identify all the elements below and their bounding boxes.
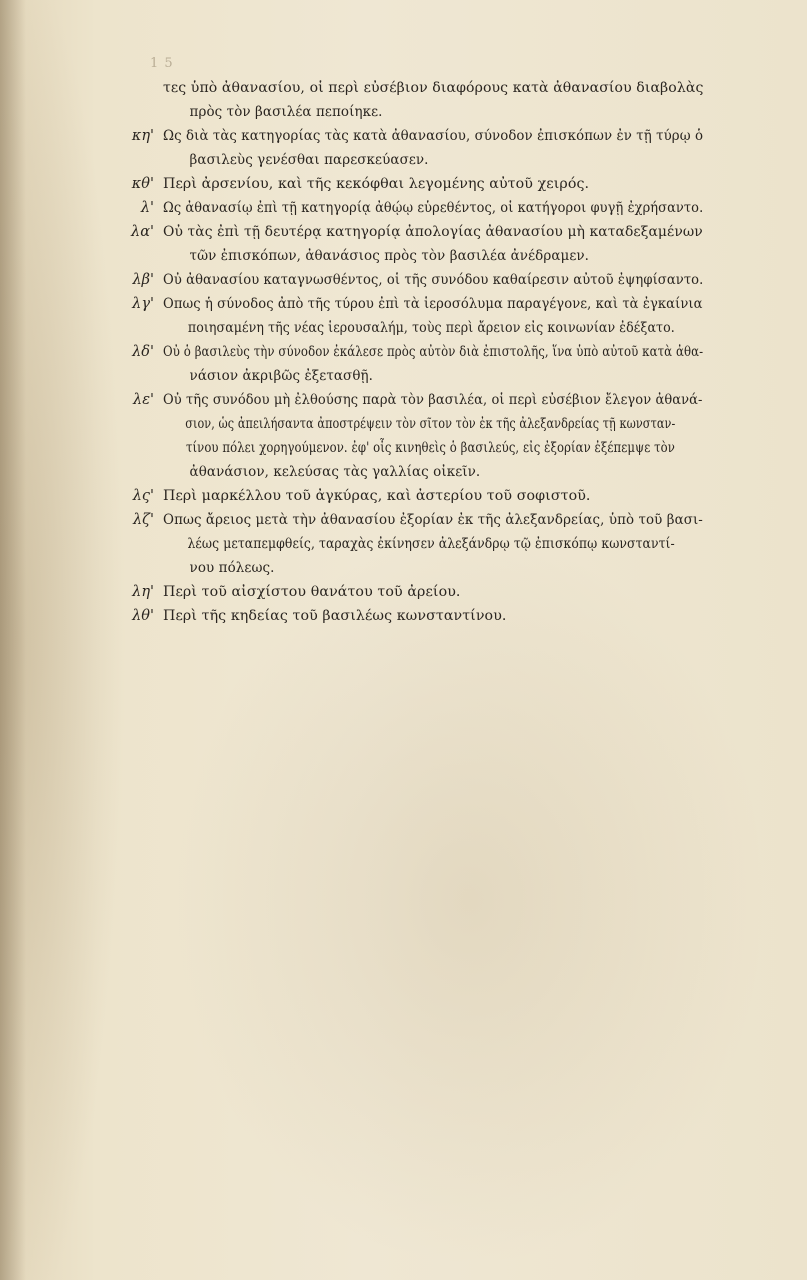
summary-line: λέως μεταπεμφθείς, ταραχὰς ἐκίνησεν ἀλεξάνδρῳ τῷ ἐπισκόπῳ κωνσταντί- bbox=[187, 536, 675, 552]
summary-line: Περὶ μαρκέλλου τοῦ ἀγκύρας, καὶ ἀστερίου τοῦ σοφιστοῦ. bbox=[163, 488, 591, 504]
summary-line: νου πόλεως. bbox=[189, 560, 275, 576]
summary-line: Οὐ ἀθανασίου καταγνωσθέντος, οἱ τῆς συνόδου καθαίρεσιν αὐτοῦ ἐψηφίσαντο. bbox=[163, 272, 704, 288]
chapter-entry bbox=[0, 268, 807, 292]
chapter-summary bbox=[163, 292, 703, 340]
chapter-number: λε' bbox=[133, 392, 154, 408]
chapter-summary bbox=[163, 508, 703, 580]
chapter-summary bbox=[163, 220, 703, 268]
chapter-number: λς' bbox=[132, 488, 154, 504]
chapter-entry bbox=[0, 196, 807, 220]
chapter-entry bbox=[0, 580, 807, 604]
chapter-number: λδ' bbox=[132, 344, 154, 360]
chapter-entry bbox=[0, 220, 807, 268]
chapter-number: λ' bbox=[140, 200, 154, 216]
chapter-summary bbox=[163, 172, 703, 196]
summary-line: Οὐ τῆς συνόδου μὴ ἐλθούσης παρὰ τὸν βασιλέα, οἱ περὶ εὐσέβιον ἔλεγον ἀθανά- bbox=[163, 392, 703, 408]
chapter-number: λη' bbox=[132, 584, 154, 600]
chapter-entry bbox=[0, 76, 807, 124]
chapter-number: κη' bbox=[131, 128, 154, 144]
chapter-entry bbox=[0, 388, 807, 484]
summary-line: Ως ἀθανασίῳ ἐπὶ τῇ κατηγορίᾳ ἀθῴῳ εὑρεθέντος, οἱ κατήγοροι φυγῇ ἐχρήσαντο. bbox=[163, 200, 704, 216]
chapter-summary bbox=[163, 580, 703, 604]
summary-line: Ως διὰ τὰς κατηγορίας τὰς κατὰ ἀθανασίου, σύνοδον ἐπισκόπων ἐν τῇ τύρῳ ὁ bbox=[163, 128, 704, 144]
summary-line: τες ὑπὸ ἀθανασίου, οἱ περὶ εὐσέβιον διαφόρους κατὰ ἀθανασίου διαβολὰς bbox=[163, 80, 704, 96]
folio-number: 1 5 bbox=[150, 56, 174, 71]
chapter-summary bbox=[163, 388, 703, 484]
summary-line: τίνου πόλει χορηγούμενον. ἐφ' οἷς κινηθεὶς ὁ βασιλεύς, εἰς ἐξορίαν ἐξέπεμψε τὸν bbox=[185, 440, 675, 456]
chapter-summary bbox=[163, 196, 703, 220]
chapter-summary bbox=[163, 76, 703, 124]
summary-line: Οπως ἄρειος μετὰ τὴν ἀθανασίου ἐξορίαν ἐκ τῆς ἀλεξανδρείας, ὑπὸ τοῦ βασι- bbox=[163, 512, 703, 528]
chapter-summary bbox=[163, 604, 703, 628]
summary-line: νάσιον ἀκριβῶς ἐξετασθῇ. bbox=[189, 368, 374, 384]
chapter-number: λα' bbox=[131, 224, 154, 240]
chapter-summary bbox=[163, 340, 703, 388]
chapter-entry bbox=[0, 484, 807, 508]
summary-line: τῶν ἐπισκόπων, ἀθανάσιος πρὸς τὸν βασιλέα ἀνέδραμεν. bbox=[189, 248, 590, 264]
summary-line: Περὶ τοῦ αἰσχίστου θανάτου τοῦ ἀρείου. bbox=[163, 584, 461, 600]
summary-line: Οὐ τὰς ἐπὶ τῇ δευτέρᾳ κατηγορίᾳ ἀπολογίας ἀθανασίου μὴ καταδεξαμένων bbox=[163, 224, 703, 240]
chapter-entry bbox=[0, 172, 807, 196]
chapter-summary bbox=[163, 124, 703, 172]
summary-line: Περὶ ἀρσενίου, καὶ τῆς κεκόφθαι λεγομένης αὐτοῦ χειρός. bbox=[163, 176, 590, 192]
summary-line: Οὐ ὁ βασιλεὺς τὴν σύνοδον ἐκάλεσε πρὸς αὐτὸν διὰ ἐπιστολῆς, ἵνα ὑπὸ αὐτοῦ κατὰ ἀθα- bbox=[163, 344, 704, 360]
summary-line: Οπως ἡ σύνοδος ἀπὸ τῆς τύρου ἐπὶ τὰ ἱεροσόλυμα παραγέγονε, καὶ τὰ ἐγκαίνια bbox=[163, 296, 703, 312]
chapter-number: λζ' bbox=[132, 512, 154, 528]
chapter-entry bbox=[0, 292, 807, 340]
chapter-number: κθ' bbox=[131, 176, 154, 192]
summary-line: βασιλεὺς γενέσθαι παρεσκεύασεν. bbox=[189, 152, 429, 168]
summary-line: ποιησαμένη τῆς νέας ἱερουσαλήμ, τοὺς περὶ ἄρειον εἰς κοινωνίαν ἐδέξατο. bbox=[187, 320, 675, 336]
summary-line: ἀθανάσιον, κελεύσας τὰς γαλλίας οἰκεῖν. bbox=[189, 464, 481, 480]
chapter-entry bbox=[0, 508, 807, 580]
summary-line: πρὸς τὸν βασιλέα πεποίηκε. bbox=[189, 104, 383, 120]
chapter-summary bbox=[163, 268, 703, 292]
summary-line: Περὶ τῆς κηδείας τοῦ βασιλέως κωνσταντίνου. bbox=[163, 608, 507, 624]
chapter-number: λγ' bbox=[132, 296, 154, 312]
chapter-summary bbox=[163, 484, 703, 508]
chapter-entry bbox=[0, 604, 807, 628]
chapter-entry bbox=[0, 124, 807, 172]
chapter-number: λβ' bbox=[132, 272, 154, 288]
summary-line: σιον, ὡς ἀπειλήσαντα ἀποστρέψειν τὸν σῖτον τὸν ἐκ τῆς ἀλεξανδρείας τῇ κωνσταν- bbox=[185, 416, 676, 432]
chapter-list bbox=[0, 76, 807, 628]
chapter-entry bbox=[0, 340, 807, 388]
chapter-number: λθ' bbox=[132, 608, 154, 624]
